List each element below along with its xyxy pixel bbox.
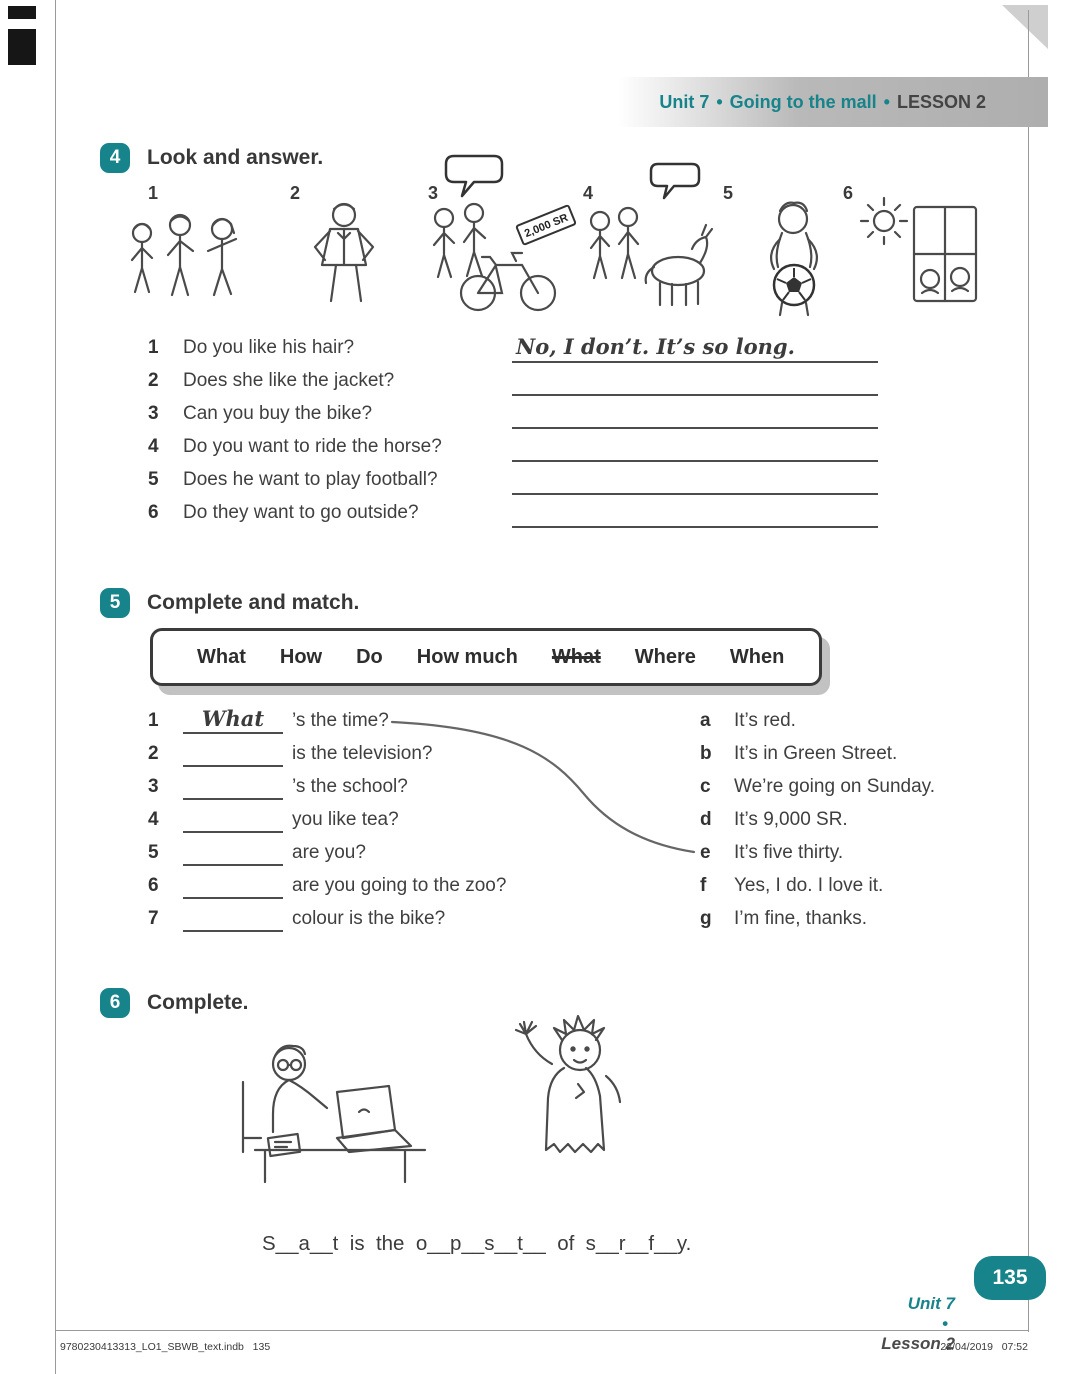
answer-letter: b [700, 743, 712, 764]
footer-unit: Unit 7 [907, 1294, 955, 1313]
picture-number: 1 [148, 183, 159, 203]
question-number: 5 [148, 469, 159, 490]
word-bank-item: What [551, 645, 601, 668]
prompt-number: 6 [148, 875, 159, 896]
picture-4-horse [578, 193, 723, 315]
corner-fold [1002, 5, 1048, 49]
prompt-blank [183, 739, 283, 767]
window-icon [914, 207, 976, 301]
question-number: 2 [148, 370, 159, 391]
glasses-icon [278, 1060, 301, 1070]
answer-text: It’s five thirty. [734, 842, 844, 863]
prompt-text: are you? [292, 842, 366, 863]
footer-lesson: Lesson 2 [881, 1334, 955, 1353]
footer-reference [700, 1274, 955, 1374]
picture-5-football-boy [738, 193, 853, 318]
speech-bubble-icon [648, 162, 702, 200]
price-tag [516, 205, 575, 245]
question-number: 4 [148, 436, 159, 457]
word-bank-item: How [279, 645, 323, 668]
exercise-6-title: Complete. [147, 991, 249, 1014]
picture-number: 2 [290, 183, 301, 203]
exercise-5-title: Complete and match. [147, 591, 360, 614]
picture-3-bike-shop [418, 193, 578, 318]
picture-number: 4 [583, 183, 594, 203]
answer-letter: c [700, 776, 711, 797]
sun-icon [861, 198, 907, 244]
match-row [0, 875, 1076, 907]
answer-line [512, 331, 878, 363]
word-bank-item: When [729, 645, 785, 668]
header-title: Going to the mall [729, 91, 877, 112]
chair-icon [243, 1082, 261, 1152]
prompt-number: 1 [148, 710, 159, 731]
question-text: Does she like the jacket? [183, 370, 395, 391]
prompt-text: ’s the time? [292, 710, 389, 731]
horse-icon [646, 225, 712, 305]
answer-line [512, 364, 878, 396]
prompt-text: ’s the school? [292, 776, 408, 797]
prompt-blank [183, 772, 283, 800]
answer-letter: e [700, 842, 711, 863]
word-bank-item: Do [356, 645, 383, 668]
exercise-4-title: Look and answer. [147, 146, 324, 169]
print-timestamp: 22/04/2019 07:52 [940, 1341, 1028, 1353]
word-bank-item: What [197, 645, 246, 668]
answer-line [512, 496, 878, 528]
question-row [0, 502, 1076, 534]
answer-text: I’m fine, thanks. [734, 908, 868, 929]
answer-line [512, 463, 878, 495]
picture-number: 6 [843, 183, 854, 203]
picture-number: 5 [723, 183, 734, 203]
football-icon [774, 265, 814, 305]
spiky-hair-icon [554, 1016, 604, 1040]
question-text: Do you like his hair? [183, 337, 355, 358]
prompt-number: 3 [148, 776, 159, 797]
header-lesson: LESSON 2 [896, 91, 986, 112]
question-number: 6 [148, 502, 159, 523]
word-bank [150, 628, 822, 686]
prompt-blank [183, 805, 283, 833]
header-dot: • [716, 91, 723, 112]
answer-text: Yes, I do. I love it. [734, 875, 884, 896]
handwritten-answer: No, I don’t. It’s so long. [516, 334, 795, 359]
prompt-blank [183, 871, 283, 899]
prompt-number: 7 [148, 908, 159, 929]
ragged-shirt-icon [546, 1068, 604, 1152]
word-bank-item: How much [416, 645, 518, 668]
header-dot: • [883, 91, 890, 112]
question-text: Do they want to go outside? [183, 502, 419, 523]
word-bank-item: Where [634, 645, 696, 668]
papers-icon [268, 1134, 300, 1156]
exercise-6-number-badge: 6 [100, 988, 130, 1018]
print-filename: 9780230413313_LO1_SBWB_text.indb 135 [60, 1341, 271, 1353]
speech-bubble-icon [442, 154, 506, 198]
answer-text: It’s red. [734, 710, 796, 731]
picture-smart-boy-laptop [225, 1012, 435, 1190]
answer-text: We’re going on Sunday. [734, 776, 936, 797]
answer-letter: g [700, 908, 712, 929]
completion-sentence: S__a__t is the o__p__s__t__ of s__r__f__y. [262, 1232, 692, 1255]
match-line-1-to-e [386, 710, 701, 862]
prompt-text: colour is the bike? [292, 908, 446, 929]
prompt-blank [183, 904, 283, 932]
page-number-badge: 135 [974, 1256, 1046, 1300]
answer-line [512, 397, 878, 429]
prompt-number: 2 [148, 743, 159, 764]
page-margin-line [1028, 10, 1029, 1332]
picture-1-friends-talking [118, 193, 268, 315]
answer-letter: f [700, 875, 707, 896]
picture-2-jacket [282, 193, 412, 315]
print-mark [8, 6, 36, 19]
answer-letter: a [700, 710, 711, 731]
answer-letter: d [700, 809, 712, 830]
waving-hand-icon [516, 1022, 536, 1034]
header-banner [618, 77, 1048, 127]
question-number: 3 [148, 403, 159, 424]
price-tag-text: 2,000 SR [522, 211, 570, 241]
prompt-number: 4 [148, 809, 159, 830]
picture-number: 3 [428, 183, 439, 203]
prompt-blank [183, 838, 283, 866]
prompt-text: are you going to the zoo? [292, 875, 507, 896]
bicycle-icon [461, 253, 555, 310]
picture-scruffy-boy-waving [492, 1002, 667, 1190]
answer-text: It’s in Green Street. [734, 743, 898, 764]
handwritten-word: What [201, 706, 265, 731]
prompt-text: is the television? [292, 743, 433, 764]
page-margin-line [55, 0, 56, 1374]
exercise-5-number-badge: 5 [100, 588, 130, 618]
exercise-4-number-badge: 4 [100, 143, 130, 173]
prompt-text: you like tea? [292, 809, 399, 830]
question-number: 1 [148, 337, 159, 358]
print-mark [8, 29, 36, 65]
question-text: Can you buy the bike? [183, 403, 373, 424]
picture-6-window-sun [856, 193, 986, 315]
answer-line [512, 430, 878, 462]
question-text: Does he want to play football? [183, 469, 438, 490]
header-unit: Unit 7 [659, 91, 710, 112]
question-text: Do you want to ride the horse? [183, 436, 442, 457]
prompt-number: 5 [148, 842, 159, 863]
footer-dot: • [942, 1314, 948, 1333]
laptop-icon [337, 1086, 411, 1152]
match-row [0, 908, 1076, 940]
answer-text: It’s 9,000 SR. [734, 809, 848, 830]
prompt-blank [183, 706, 283, 734]
